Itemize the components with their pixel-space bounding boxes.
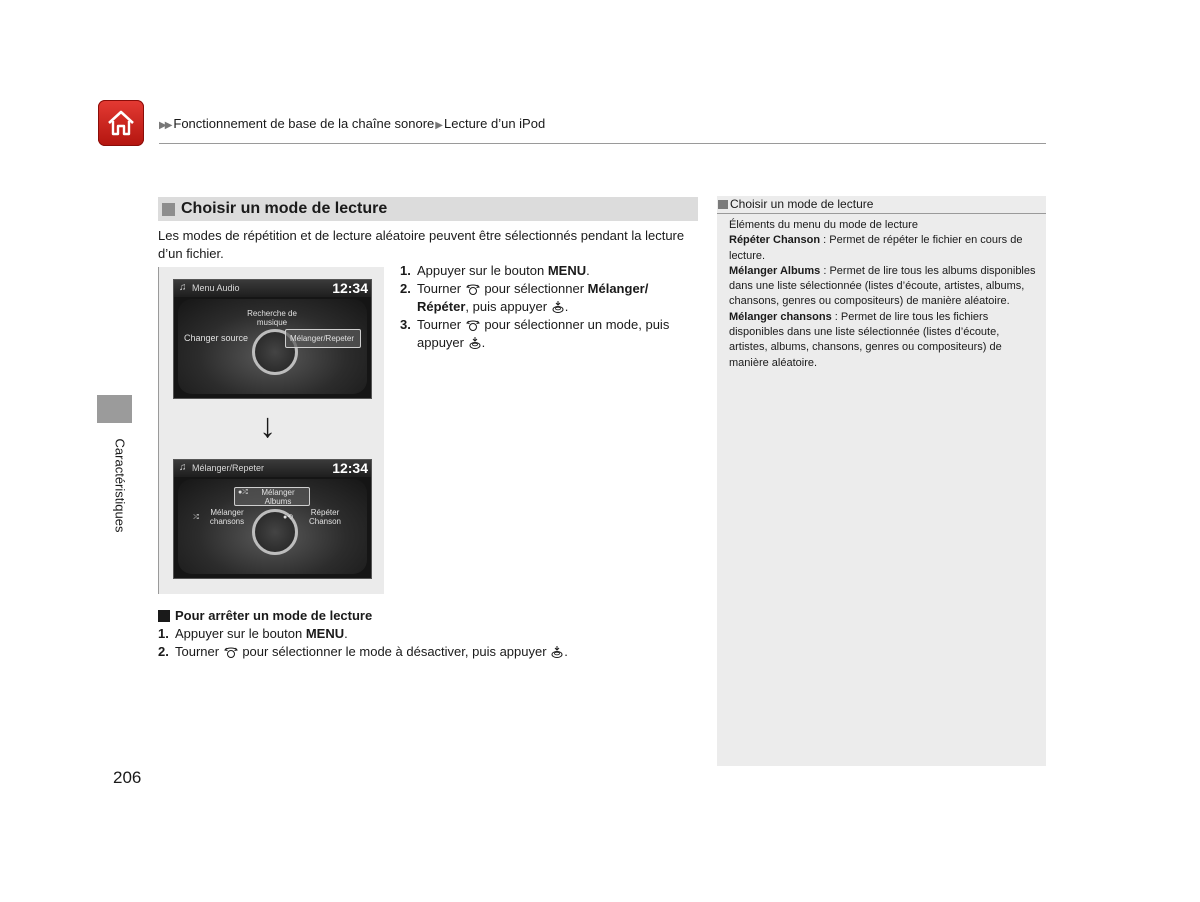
note-item xyxy=(729,310,1039,371)
heading-square-icon xyxy=(158,610,170,622)
step-text: Tourner xyxy=(417,317,462,332)
steps-list xyxy=(400,262,700,352)
step-text: , puis appuyer xyxy=(465,299,548,314)
screen-body xyxy=(178,299,367,394)
step-punct: . xyxy=(564,644,568,659)
press-knob-icon xyxy=(550,645,564,659)
menu-button-label: MENU xyxy=(305,626,345,641)
screen-clock: 12:34 xyxy=(332,280,368,296)
press-knob-icon xyxy=(468,336,482,350)
music-note-icon: ♫ xyxy=(179,282,187,293)
screen-title: Menu Audio xyxy=(192,283,240,293)
note-item xyxy=(729,264,1039,310)
step-punct: . xyxy=(586,263,590,278)
section-intro: Les modes de répétition et de lecture aléatoire peuvent être sélectionnés pendant la lecture d’un fichier. xyxy=(158,228,685,261)
note-intro: Éléments du menu du mode de lecture xyxy=(729,219,918,231)
menu-item-changer-source: Changer source xyxy=(184,333,249,343)
breadcrumb xyxy=(159,116,545,131)
stop-mode-title: Pour arrêter un mode de lecture xyxy=(175,608,373,623)
step-text: pour sélectionner le mode à désactiver, puis appuyer xyxy=(238,644,547,659)
section-title: Choisir un mode de lecture xyxy=(181,200,388,217)
press-knob-icon xyxy=(551,300,565,314)
stop-step-2 xyxy=(158,643,718,661)
note-desc: : Permet de répéter le fichier en cours de lecture. xyxy=(729,234,1023,262)
menu-item-melanger-chansons: Mélanger chansons xyxy=(209,508,245,526)
note-item xyxy=(729,233,1039,264)
step-text: Tourner xyxy=(417,281,462,296)
page-number: 206 xyxy=(113,768,142,787)
header-divider xyxy=(159,143,1046,144)
music-note-icon: ♫ xyxy=(179,462,187,473)
note-desc: : Permet de lire tous les albums disponibles dans une liste sélectionnée (listes d’écoute, artistes, albums, chansons, genres ou compositeurs) de manière aléatoire. xyxy=(729,264,1036,308)
section-heading xyxy=(158,197,698,221)
stop-mode-heading xyxy=(158,607,718,625)
repeat-icon: ●⟲ xyxy=(282,514,294,521)
step-2: 2. Tourner pour sélectionner Mélanger/ Répéter, puis appuyer . xyxy=(400,281,649,314)
step-punct: . xyxy=(344,626,348,641)
step-number: 1. xyxy=(158,626,169,641)
menu-item-melanger-albums: Mélanger Albums xyxy=(261,488,295,506)
breadcrumb-item-ipod[interactable]: Lecture d’un iPod xyxy=(444,116,546,131)
arrow-down-icon: ↓ xyxy=(259,407,276,445)
step-punct: . xyxy=(481,335,486,350)
shuffle-albums-icon: ●⤮ xyxy=(238,489,248,496)
step-text: pour sélectionner xyxy=(480,281,588,296)
note-term: Mélanger Albums xyxy=(729,264,821,277)
breadcrumb-arrow-icon: ▶ xyxy=(435,120,443,131)
rotate-knob-icon xyxy=(465,318,481,332)
breadcrumb-item-audio[interactable]: Fonctionnement de base de la chaîne sonore xyxy=(173,116,435,131)
step-number: 2. xyxy=(158,644,169,659)
note-link-icon xyxy=(718,200,728,209)
home-button[interactable] xyxy=(98,100,144,146)
rotate-knob-icon xyxy=(223,645,239,659)
note-heading xyxy=(717,196,1046,214)
step-number: 3. xyxy=(400,317,411,332)
screen-menu-audio xyxy=(173,279,372,399)
stop-step-1 xyxy=(158,625,718,643)
note-term: Mélanger chansons xyxy=(729,310,832,323)
menu-button-label: MENU xyxy=(547,263,587,278)
step-1 xyxy=(400,262,700,280)
step-3 xyxy=(400,316,700,352)
step-text: Appuyer sur le bouton xyxy=(417,263,548,278)
screens-illustration xyxy=(158,267,384,594)
breadcrumb-arrow-icon: ▶▶ xyxy=(159,120,171,131)
step-number: 1. xyxy=(400,263,411,278)
heading-square-icon xyxy=(162,203,175,216)
chapter-tab[interactable] xyxy=(97,395,132,423)
step-text: Appuyer sur le bouton xyxy=(175,626,306,641)
screen-melanger-repeter xyxy=(173,459,372,579)
rotate-knob-icon xyxy=(465,282,481,296)
screen-title: Mélanger/Repeter xyxy=(192,463,265,473)
note-desc: : Permet de lire tous les fichiers disponibles dans une liste sélectionnée (listes d’écoute, artistes, albums, chansons, genres ou compositeurs) de manière aléatoire. xyxy=(729,310,1002,369)
screen-clock: 12:34 xyxy=(332,460,368,476)
melanger-repeter-label: Mélanger/ Répéter xyxy=(417,281,649,314)
home-icon xyxy=(105,107,137,139)
note-title: Choisir un mode de lecture xyxy=(730,197,874,211)
menu-item-recherche: Recherche de musique xyxy=(247,309,297,327)
note-term: Répéter Chanson xyxy=(729,234,821,247)
shuffle-songs-icon: ⤮ xyxy=(193,514,199,521)
step-text: pour sélectionner un mode, puis appuyer xyxy=(417,317,670,350)
sidebar-note xyxy=(717,196,1046,766)
menu-item-melanger-repeter: Mélanger/Repeter xyxy=(289,334,355,343)
step-text: Tourner xyxy=(175,644,220,659)
step-number: 2. xyxy=(400,281,411,296)
screen-body xyxy=(178,479,367,574)
menu-item-repeter-chanson: Répéter Chanson xyxy=(308,508,342,526)
note-body xyxy=(729,218,1039,371)
stop-mode-section xyxy=(158,607,718,661)
chapter-tab-label: Caractéristiques xyxy=(112,438,128,533)
